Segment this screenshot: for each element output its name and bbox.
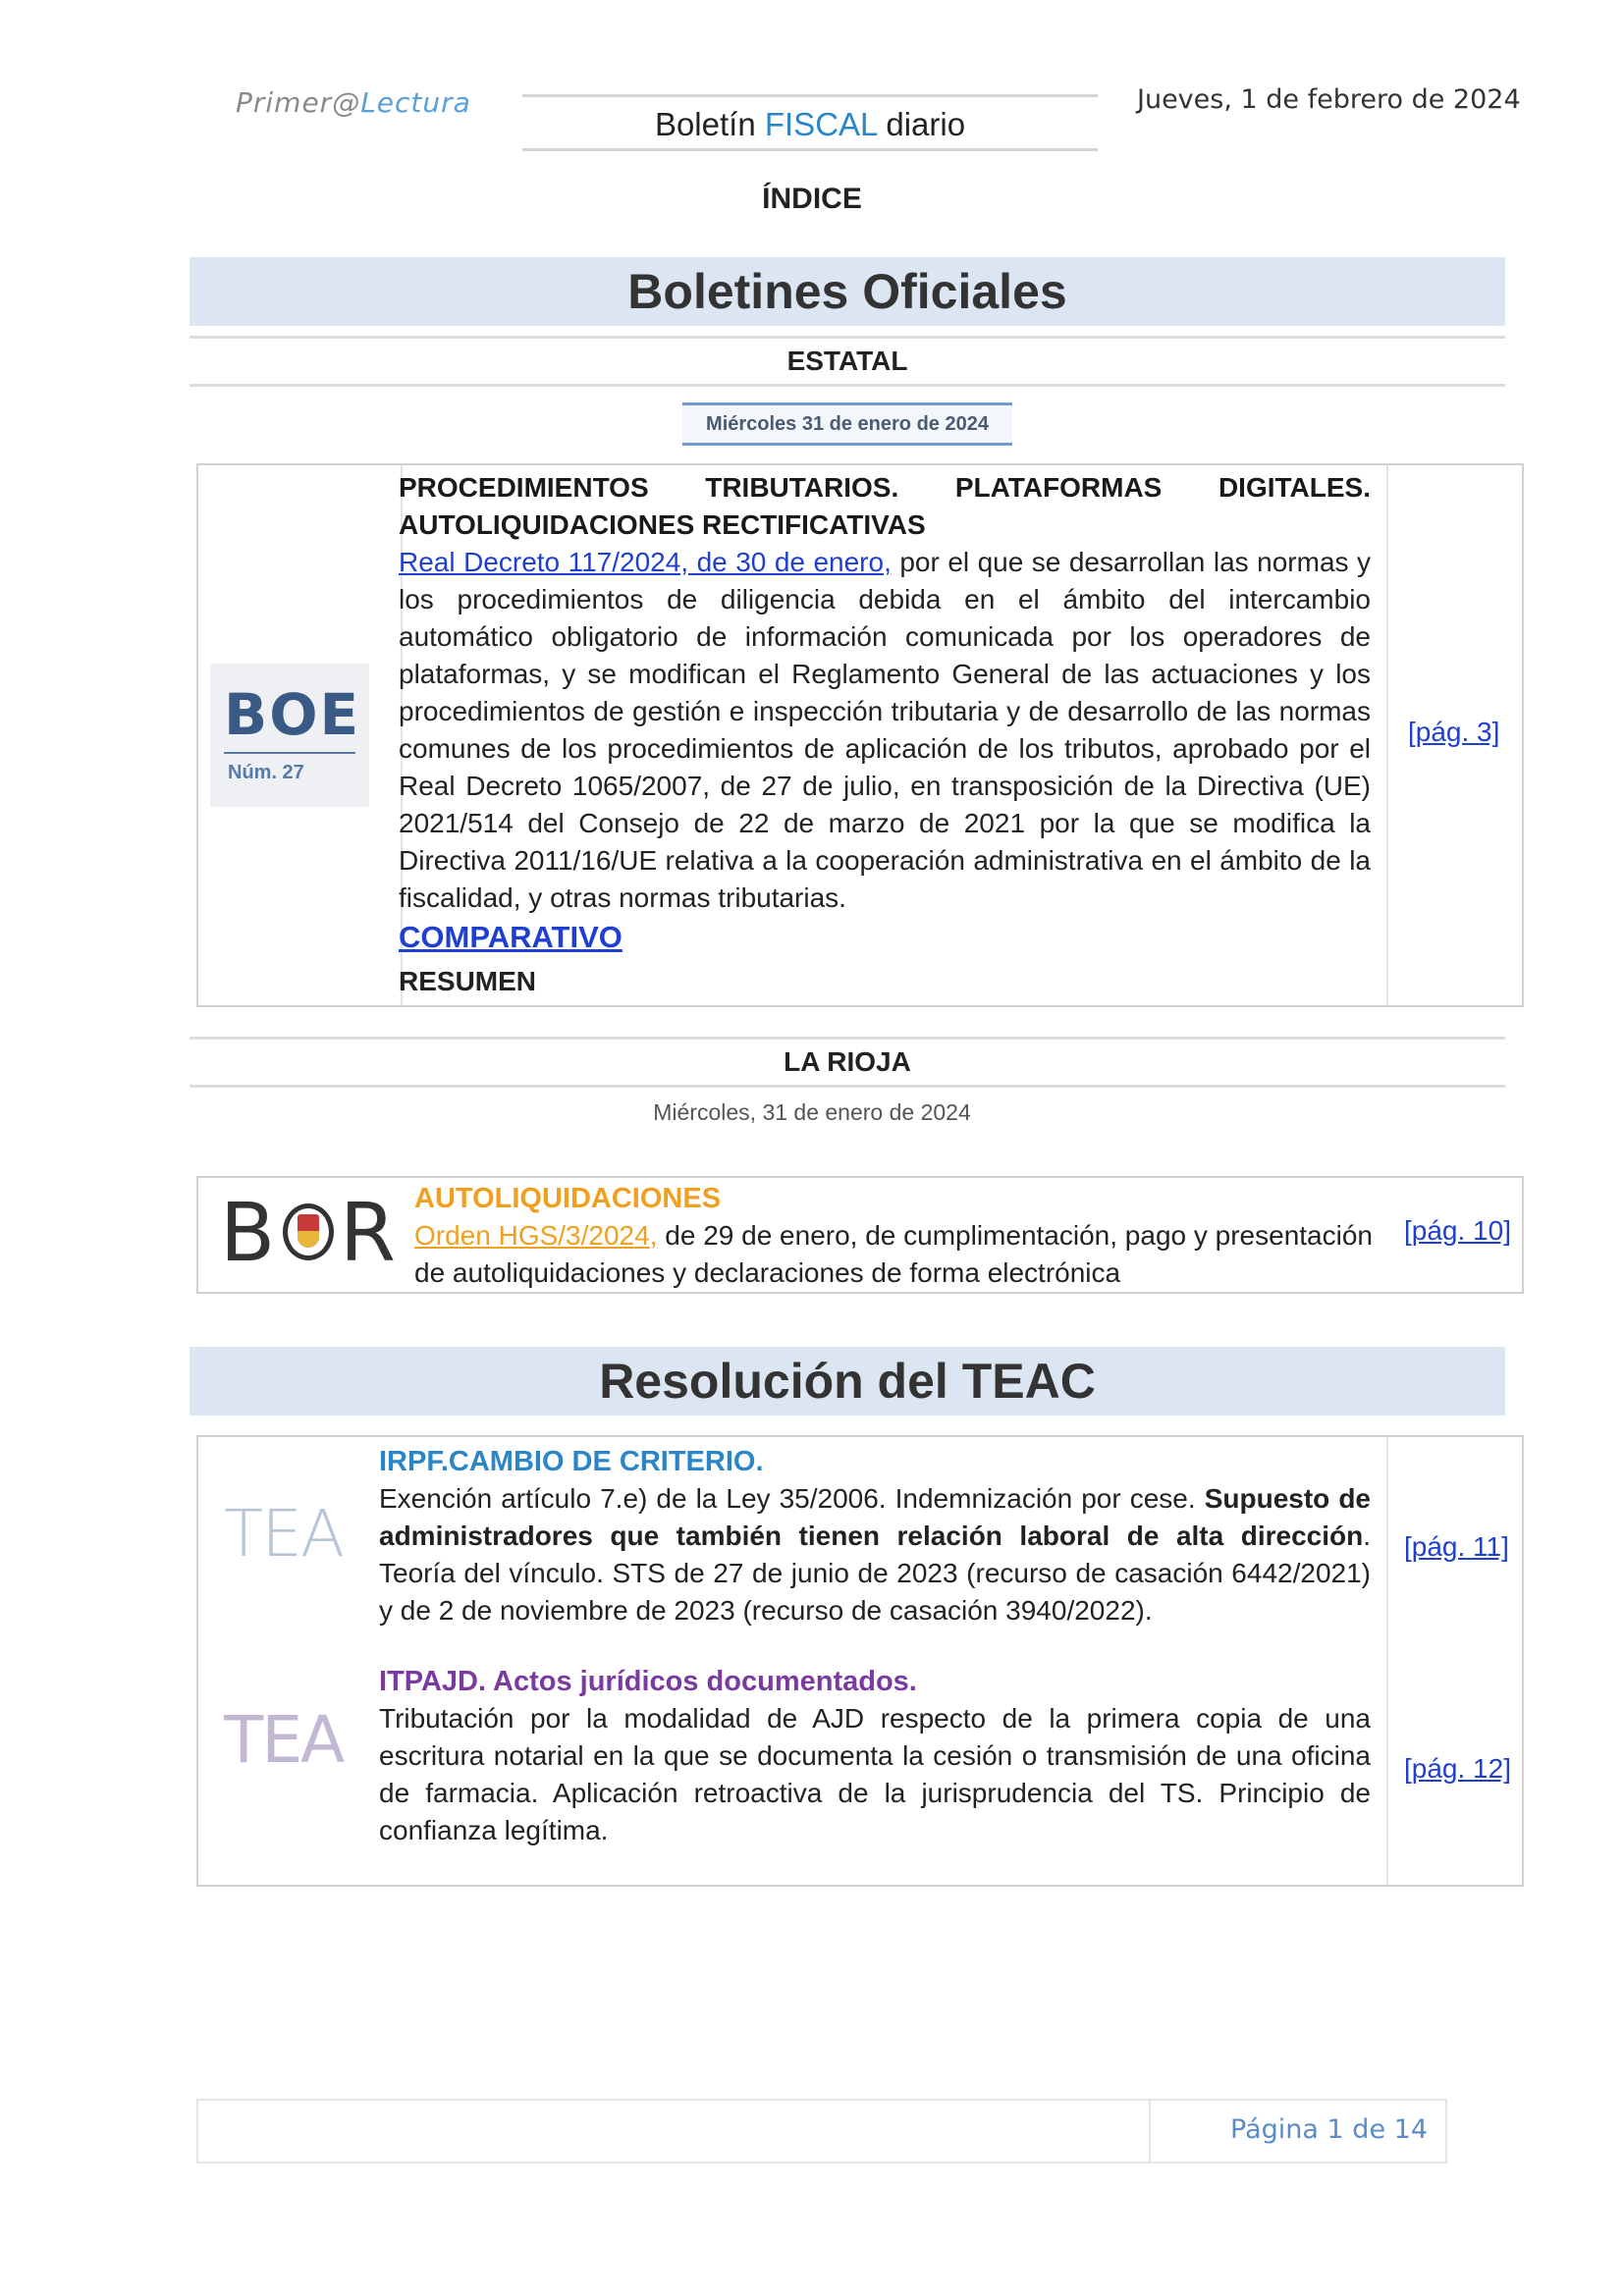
entry-box-boe <box>196 463 1524 1007</box>
column-divider <box>1386 465 1388 1005</box>
subheading-la-rioja: LA RIOJA <box>189 1037 1505 1088</box>
page-number: Página 1 de 14 <box>1230 2114 1428 2145</box>
boe-logo-rule <box>224 752 355 754</box>
entry-title-teac-2: ITPAJD. Actos jurídicos documentados. <box>379 1666 917 1697</box>
entry-body-text: por el que se desarrollan las normas y los procedimientos de diligencia debida en el ámbito del intercambio automático obligatorio de información comunicada por los operadores de plataformas, y se modifican el Reglamento General de las actuaciones y los procedimientos de gestión e inspección tributaria y de desarrollo de las normas comunes de los procedimientos de aplicación de los tributos, aprobado por el Real Decreto 1065/2007, de 27 de julio, en transposición de la Directiva (UE) 2021/514 del Consejo de 22 de marzo de 2021 por la que se modifica la Directiva 2011/16/UE relativa a la cooperación administrativa en el ámbito de la fiscalidad, y otras normas tributarias. <box>399 547 1372 913</box>
bor-logo-b: B <box>220 1187 276 1280</box>
bor-logo <box>220 1187 396 1282</box>
boe-logo <box>210 664 369 807</box>
entry-content-teac-1 <box>379 1443 1371 1629</box>
entry-body-boe <box>399 544 1371 917</box>
entry-body-bold: Supuesto de administradores que también tienen relación laboral de alta dirección <box>379 1483 1371 1551</box>
entry-body-text: de 29 de enero, de cumplimentación, pago y presentación de autoliquidaciones y declaraciones de forma electrónica <box>414 1220 1373 1288</box>
bulletin-accent: FISCAL <box>764 106 878 142</box>
header-date: Jueves, 1 de febrero de 2024 <box>1137 84 1521 115</box>
tea-logo <box>224 1702 342 1781</box>
bulletin-title <box>522 94 1098 151</box>
brand-right: Lectura <box>360 86 471 119</box>
entry-body-text: . Teoría del vínculo. STS de 27 de junio de 2023 (recurso de casación 6442/2021) y de 2 de noviembre de 2023 (recurso de casación 3940/2022). <box>379 1521 1371 1626</box>
boe-logo-number: Núm. 27 <box>228 762 304 783</box>
tea-logo <box>224 1496 342 1575</box>
section-banner-boletines: Boletines Oficiales <box>189 257 1505 326</box>
bulletin-post: diario <box>877 106 966 142</box>
entry-title-bor: AUTOLIQUIDACIONES <box>414 1183 722 1214</box>
bulletin-pre: Boletín <box>654 106 765 142</box>
entry-title-teac-1: IRPF.CAMBIO DE CRITERIO. <box>379 1446 764 1477</box>
resumen-label: RESUMEN <box>399 966 537 996</box>
page-ref-link[interactable]: [pág. 11] <box>1404 1531 1509 1562</box>
entry-box-bor <box>196 1176 1524 1294</box>
entry-box-teac <box>196 1435 1524 1887</box>
brand-logo <box>236 86 471 119</box>
boe-logo-text: BOE <box>224 681 361 748</box>
entry-content-teac-2 <box>379 1663 1371 1849</box>
entry-body-teac-1 <box>379 1480 1371 1629</box>
footer-divider <box>1149 2101 1151 2162</box>
brand-left: Primer@ <box>236 86 361 119</box>
bor-logo-r: R <box>340 1187 396 1280</box>
entry-body-text: Exención artículo 7.e) de la Ley 35/2006. Indemnización por cese. <box>379 1483 1205 1514</box>
page-ref-link[interactable]: [pág. 10] <box>1404 1215 1511 1246</box>
comparativo-link[interactable]: COMPARATIVO <box>399 920 623 954</box>
real-decreto-link[interactable]: Real Decreto 117/2024, de 30 de enero, <box>399 547 892 577</box>
entry-content-boe <box>399 469 1371 1000</box>
tea-logo-text: TEA <box>224 1702 344 1778</box>
subheading-estatal: ESTATAL <box>189 336 1505 387</box>
entry-title-boe: PROCEDIMIENTOS TRIBUTARIOS. PLATAFORMAS DIGITALES. AUTOLIQUIDACIONES RECTIFICATIVAS <box>399 472 1371 540</box>
orden-link[interactable]: Orden HGS/3/2024, <box>414 1220 658 1251</box>
tea-logo-text: TEA <box>224 1496 344 1572</box>
page-footer <box>196 2099 1447 2163</box>
section-banner-teac: Resolución del TEAC <box>189 1347 1505 1415</box>
index-title: ÍNDICE <box>762 183 862 215</box>
column-divider <box>1386 1437 1388 1885</box>
entry-body-teac-2: Tributación por la modalidad de AJD respecto de la primera copia de una escritura notarial en la que se documenta la cesión o transmisión de una oficina de farmacia. Aplicación retroactiva de la jurisprudencia del TS. Principio de confianza legítima. <box>379 1703 1371 1845</box>
entry-content-bor <box>414 1180 1373 1292</box>
entry-body-bor <box>414 1217 1373 1292</box>
date-tag-estatal: Miércoles 31 de enero de 2024 <box>682 402 1012 446</box>
page-ref-link[interactable]: [pág. 3] <box>1408 717 1500 747</box>
date-tag-rioja: Miércoles, 31 de enero de 2024 <box>653 1099 971 1125</box>
page-ref-link[interactable]: [pág. 12] <box>1404 1753 1511 1784</box>
